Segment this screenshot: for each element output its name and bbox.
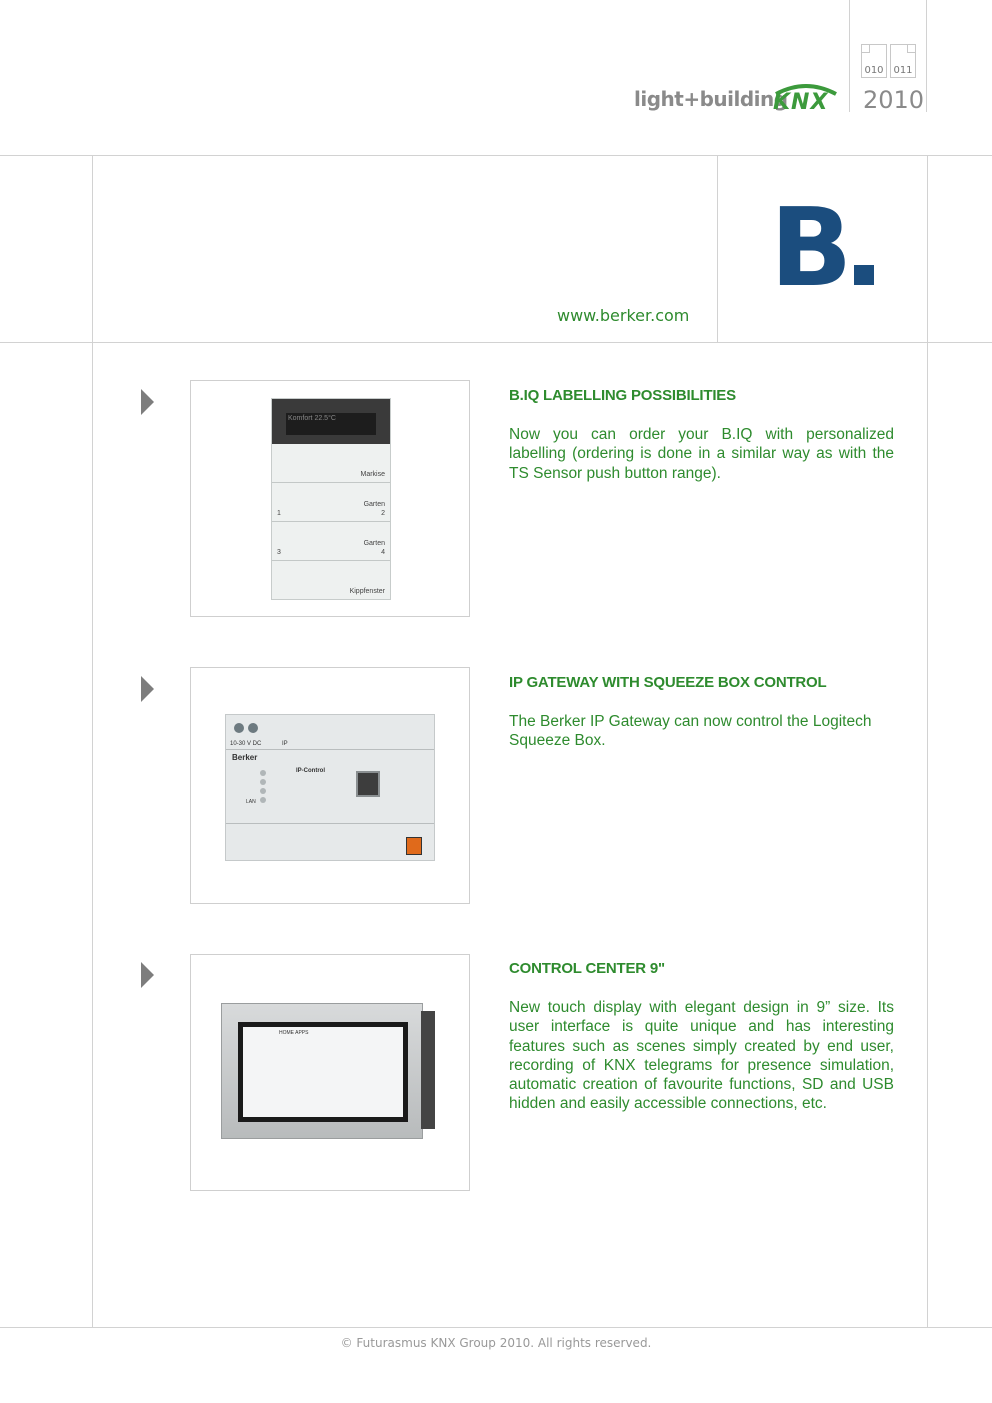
page-numbers	[861, 44, 916, 78]
device-top-rule	[226, 749, 434, 750]
screen-ui	[243, 1027, 403, 1117]
item-text: Now you can order your B.IQ with personalized labelling (ordering is done in a similar way as with the TS Sensor push button range).	[509, 426, 894, 482]
brand-divider	[717, 155, 718, 342]
item-title: CONTROL CENTER 9"	[509, 960, 665, 977]
biq-button-2	[272, 483, 390, 522]
control-center-device	[221, 1003, 423, 1139]
screen-title: HOME APPS	[279, 1030, 309, 1036]
biq-image-frame	[190, 380, 470, 617]
page-right-box	[890, 44, 916, 78]
lan-port-icon	[356, 771, 380, 797]
knx-wordmark: KNX	[773, 90, 829, 115]
voltage-label: 10-30 V DC	[230, 741, 262, 747]
biq-label-kippfenster: Kippfenster	[349, 588, 385, 595]
control-center-screen	[238, 1022, 408, 1122]
biq-label-2: 2	[381, 510, 385, 517]
berker-logo-letter: B	[770, 186, 849, 311]
terminal-screw-icon	[248, 723, 258, 733]
biq-label-garten-4: Garten	[363, 540, 385, 547]
control-center-side	[421, 1011, 435, 1129]
led-indicator	[260, 797, 266, 803]
berker-logo	[770, 186, 874, 311]
ip-label: IP	[282, 741, 288, 747]
left-margin-line	[92, 155, 93, 1327]
biq-label-1: 1	[277, 510, 281, 517]
control-center-image-frame	[190, 954, 470, 1191]
item-text: The Berker IP Gateway can now control the Logitech Squeeze Box.	[509, 713, 872, 750]
page-left-box	[861, 44, 887, 78]
connector-icon	[406, 837, 422, 855]
ip-control-label: IP-Control	[296, 768, 325, 774]
biq-display-screen: Komfort 22.5°C	[286, 413, 376, 435]
right-margin-line	[927, 155, 928, 1327]
rule-top	[0, 155, 992, 156]
biq-label-garten-2: Garten	[363, 501, 385, 508]
item-title: IP GATEWAY WITH SQUEEZE BOX CONTROL	[509, 674, 827, 691]
ip-gateway-image-frame	[190, 667, 470, 904]
copyright-footer: © Futurasmus KNX Group 2010. All rights reserved.	[340, 1336, 652, 1350]
led-indicator	[260, 779, 266, 785]
header-right-edge	[926, 0, 927, 112]
header-divider	[849, 0, 850, 112]
knx-logo	[770, 82, 842, 116]
biq-button-1	[272, 444, 390, 483]
light-building-logo: light+building	[634, 87, 788, 111]
biq-display	[272, 399, 390, 444]
bullet-arrow-icon	[141, 389, 154, 415]
terminal-screw-icon	[234, 723, 244, 733]
biq-device	[271, 398, 391, 600]
rule-mid	[0, 342, 992, 343]
rule-bottom	[0, 1327, 992, 1328]
biq-label-markise: Markise	[360, 471, 385, 478]
biq-label-4: 4	[381, 549, 385, 556]
item-text: New touch display with elegant design in 9” size. Its user interface is quite unique and has interesting features such as scenes simply created by end user, recording of KNX telegrams for presence simulation, automatic creation of favourite functions, SD and USB hidden and easily accessible connections, etc.	[509, 999, 894, 1113]
device-bottom-rule	[226, 823, 434, 824]
page-right-number: 011	[893, 65, 913, 76]
berker-logo-dot	[854, 265, 874, 285]
ip-gateway-device	[225, 714, 435, 861]
berker-device-label: Berker	[232, 753, 258, 762]
bullet-arrow-icon	[141, 962, 154, 988]
biq-button-3	[272, 522, 390, 561]
led-indicator	[260, 788, 266, 794]
lan-label: LAN	[246, 799, 256, 805]
item-title: B.IQ LABELLING POSSIBILITIES	[509, 387, 736, 404]
year-label: 2010	[863, 86, 925, 114]
page-left-number: 010	[864, 65, 884, 76]
bullet-arrow-icon	[141, 676, 154, 702]
berker-url-link[interactable]: www.berker.com	[557, 306, 690, 325]
biq-button-4	[272, 561, 390, 599]
led-indicator	[260, 770, 266, 776]
biq-label-3: 3	[277, 549, 281, 556]
